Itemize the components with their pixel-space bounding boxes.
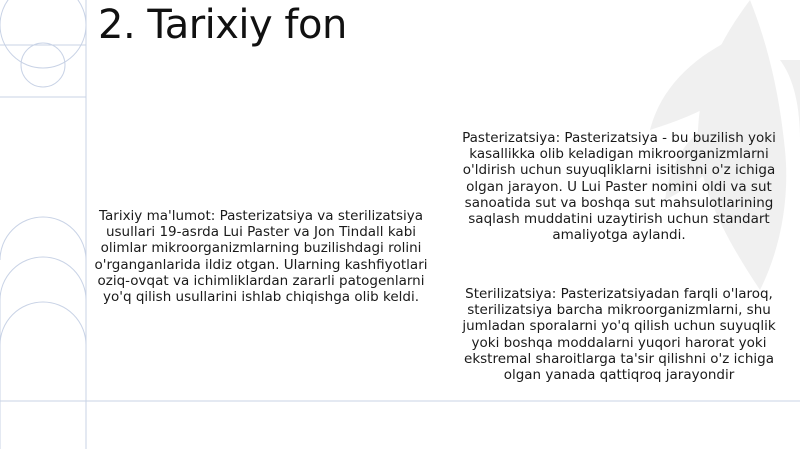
historical-background-paragraph: Tarixiy ma'lumot: Pasterizatsiya va sterilizatsiya usullari 19-asrda Lui Paster va Jon Tindall kabi olimlar mikroorganizmlarning buzilishdagi rolini o'rganganlarida ildiz otgan. Ularning kashfiyotlari oziq-ovqat va ichimliklardan zararli patogenlarni yo'q qilish usullarini ishlab chiqishga olib keldi. — [94, 208, 428, 306]
decorative-arches — [0, 257, 86, 300]
pasteurization-paragraph: Pasterizatsiya: Pasterizatsiya - bu buzilish yoki kasallikka olib keladigan mikroorganizmlarni o'ldirish uchun suyuqliklarni isitishni o'z ichiga olgan jarayon. U Lui Paster nomini oldi va sut sanoatida sut va boshqa sut mahsulotlarining saqlash muddatini uzaytirish uchun standart amaliyotga aylandi. — [462, 130, 776, 244]
sterilization-paragraph: Sterilizatsiya: Pasterizatsiyadan farqli o'laroq, sterilizatsiya barcha mikroorganizmlarni, shu jumladan sporalarni yo'q qilish uchun suyuqlik yoki boshqa moddalarni yuqori harorat yoki ekstremal sharoitlarga ta'sir qilishni o'z ichiga olgan yanada qattiqroq jarayondir — [462, 286, 776, 384]
decorative-circle-top — [0, 0, 86, 68]
slide-title: 2. Tarixiy fon — [98, 2, 347, 48]
